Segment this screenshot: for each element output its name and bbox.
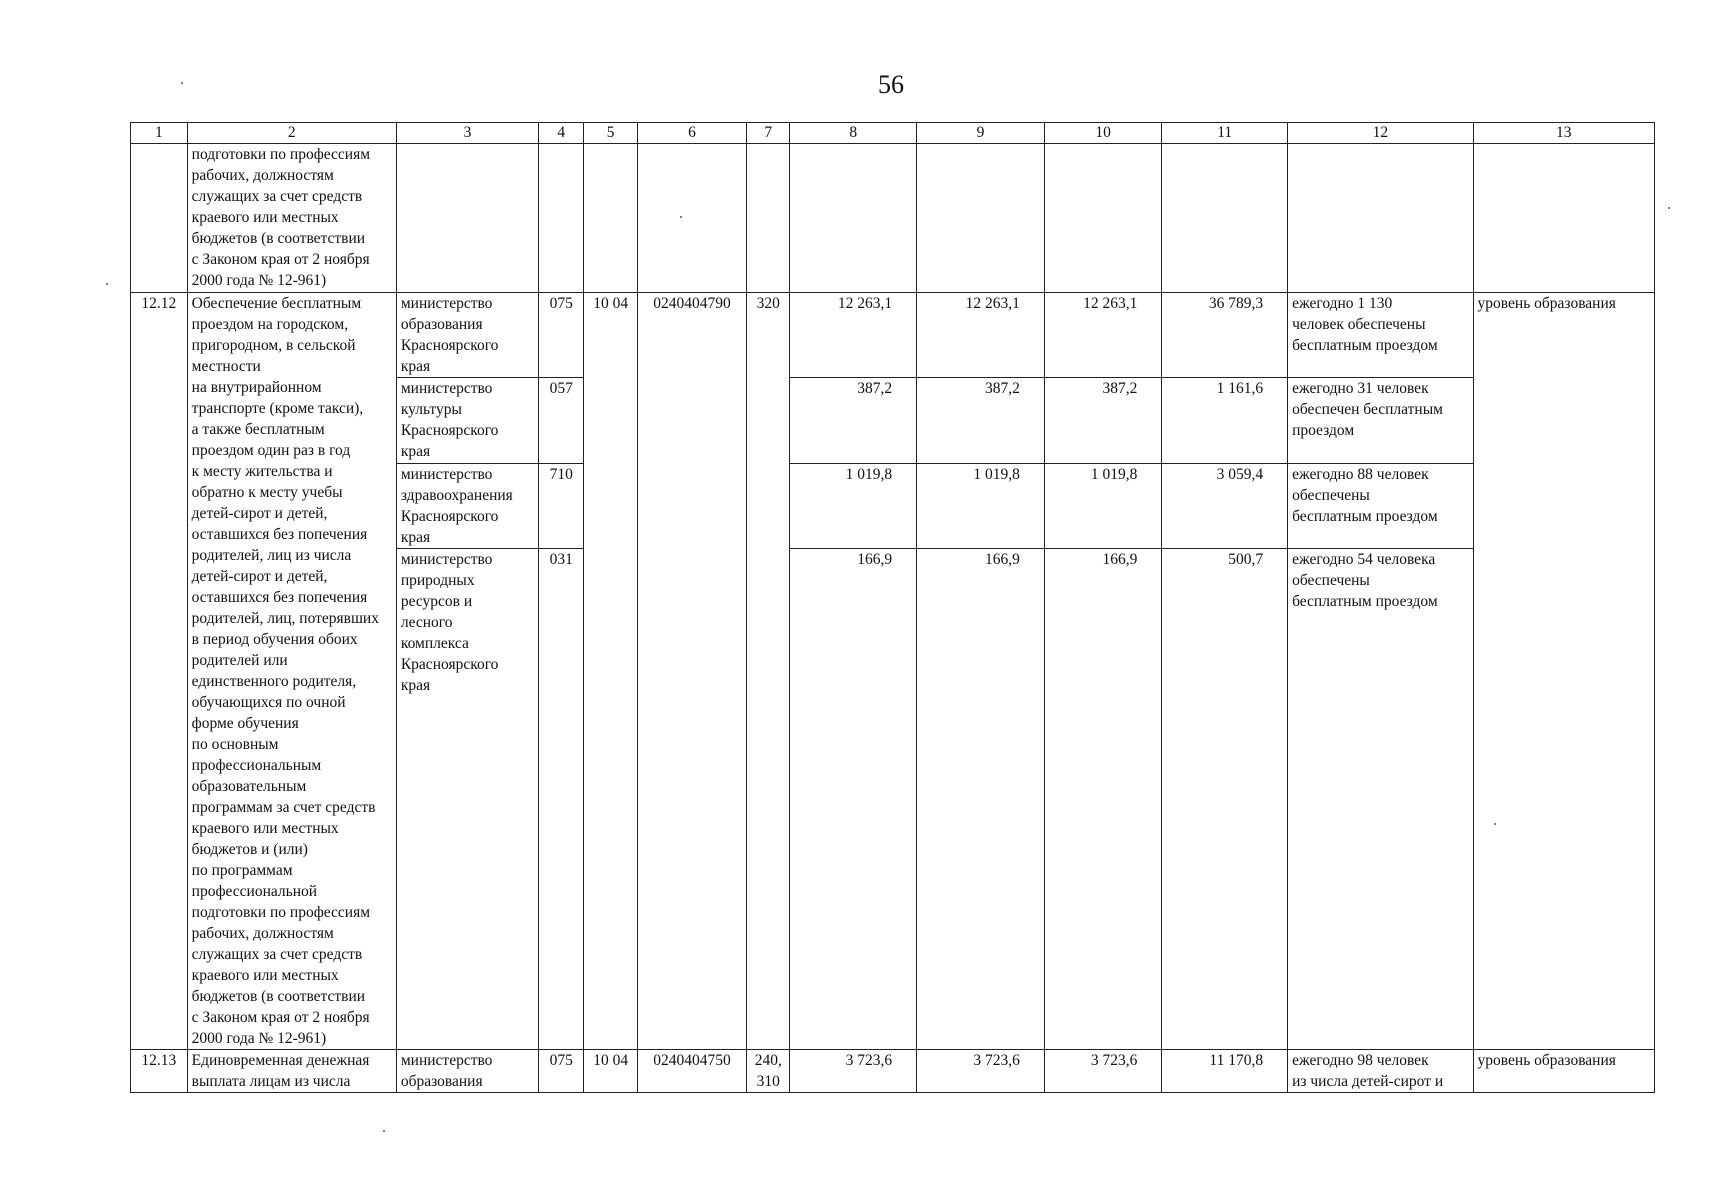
expected-result: ежегодно 1 130 человек обеспечены бесплатным проездом (1288, 293, 1473, 378)
amount-total: 500,7 (1162, 549, 1288, 1050)
expected-result: ежегодно 31 человек обеспечен бесплатным проездом (1288, 378, 1473, 463)
item-number: 12.13 (131, 1050, 188, 1093)
scan-speck (1494, 823, 1496, 825)
table-cell (1044, 144, 1161, 293)
scan-speck (106, 283, 108, 285)
column-header: 3 (396, 123, 538, 144)
column-header: 11 (1162, 123, 1288, 144)
target-article-code: 0240404790 (637, 293, 746, 1050)
amount-year-3: 387,2 (1044, 378, 1161, 463)
amount-year-1: 12 263,1 (790, 293, 917, 378)
column-header: 7 (747, 123, 790, 144)
table-cell (396, 144, 538, 293)
page-number: 56 (878, 70, 904, 99)
budget-measures-table (130, 122, 1655, 1093)
table-row-12-13 (131, 1050, 1655, 1093)
expected-result: ежегодно 88 человек обеспечены бесплатным проездом (1288, 463, 1473, 548)
amount-year-3: 1 019,8 (1044, 463, 1161, 548)
table-cell (917, 144, 1045, 293)
column-header: 1 (131, 123, 188, 144)
column-header: 4 (539, 123, 584, 144)
column-header: 12 (1288, 123, 1473, 144)
target-article-code: 0240404750 (637, 1050, 746, 1093)
column-header: 6 (637, 123, 746, 144)
table-cell (584, 144, 638, 293)
expected-result: ежегодно 98 человек из числа детей-сирот и (1288, 1050, 1473, 1093)
amount-year-2: 3 723,6 (917, 1050, 1045, 1093)
amount-year-2: 1 019,8 (917, 463, 1045, 548)
amount-year-2: 387,2 (917, 378, 1045, 463)
ministry-name: министерство образования Красноярского края (396, 293, 538, 378)
table-cell (1288, 144, 1473, 293)
amount-year-1: 3 723,6 (790, 1050, 917, 1093)
amount-total: 3 059,4 (1162, 463, 1288, 548)
scan-speck (181, 82, 183, 84)
ministry-name: министерство здравоохранения Красноярского края (396, 463, 538, 548)
amount-year-1: 1 019,8 (790, 463, 917, 548)
ministry-name: министерство образования (396, 1050, 538, 1093)
section-code: 10 04 (584, 293, 638, 1050)
amount-total: 11 170,8 (1162, 1050, 1288, 1093)
continuation-description: подготовки по профессиям рабочих, должностям служащих за счет средств краевого или местных бюджетов (в соответствии с Законом края от 2 ноября 2000 года № 12-961) (187, 144, 396, 293)
amount-year-1: 387,2 (790, 378, 917, 463)
table-cell (747, 144, 790, 293)
column-number-row (131, 123, 1655, 144)
ministry-code: 057 (539, 378, 584, 463)
expense-type-code: 320 (747, 293, 790, 1050)
table-row-continuation (131, 144, 1655, 293)
scan-speck (1668, 207, 1670, 209)
item-number: 12.12 (131, 293, 188, 1050)
responsible-level: уровень образования (1473, 293, 1654, 1050)
table-cell (1473, 144, 1654, 293)
expense-type-code: 240, 310 (747, 1050, 790, 1093)
amount-year-3: 12 263,1 (1044, 293, 1161, 378)
ministry-name: министерство природных ресурсов и лесного комплекса Красноярского края (396, 549, 538, 1050)
item-description: Единовременная денежная выплата лицам из числа (187, 1050, 396, 1093)
column-header: 8 (790, 123, 917, 144)
item-description: Обеспечение бесплатным проездом на городском, пригородном, в сельской местности на внутрирайонном транспорте (кроме такси), а также бесплатным проездом один раз в год к месту жительства и обратно к месту учебы детей-сирот и детей, оставшихся без попечения родителей, лиц из числа детей-сирот и детей, оставшихся без попечения родителей, лиц, потерявших в период обучения обоих родителей или единственного родителя, обучающихся по очной форме обучения по основным профессиональным образовательным программам за счет средств краевого или местных бюджетов и (или) по программам профессиональной подготовки по профессиям рабочих, должностям служащих за счет средств краевого или местных бюджетов (в соответствии с Законом края от 2 ноября 2000 года № 12-961) (187, 293, 396, 1050)
amount-year-1: 166,9 (790, 549, 917, 1050)
ministry-code: 075 (539, 293, 584, 378)
scan-speck (383, 1130, 385, 1132)
table-cell (539, 144, 584, 293)
column-header: 2 (187, 123, 396, 144)
ministry-code: 710 (539, 463, 584, 548)
column-header: 13 (1473, 123, 1654, 144)
ministry-code: 075 (539, 1050, 584, 1093)
amount-year-2: 166,9 (917, 549, 1045, 1050)
ministry-name: министерство культуры Красноярского края (396, 378, 538, 463)
column-header: 5 (584, 123, 638, 144)
column-header: 10 (1044, 123, 1161, 144)
amount-year-3: 166,9 (1044, 549, 1161, 1050)
expected-result: ежегодно 54 человека обеспечены бесплатным проездом (1288, 549, 1473, 1050)
amount-year-3: 3 723,6 (1044, 1050, 1161, 1093)
amount-total: 36 789,3 (1162, 293, 1288, 378)
section-code: 10 04 (584, 1050, 638, 1093)
table-cell (1162, 144, 1288, 293)
column-header: 9 (917, 123, 1045, 144)
table-row-12-12 (131, 293, 1655, 378)
scan-speck (680, 216, 682, 218)
table-cell (131, 144, 188, 293)
responsible-level: уровень образования (1473, 1050, 1654, 1093)
table-cell (637, 144, 746, 293)
amount-total: 1 161,6 (1162, 378, 1288, 463)
ministry-code: 031 (539, 549, 584, 1050)
amount-year-2: 12 263,1 (917, 293, 1045, 378)
table-cell (790, 144, 917, 293)
